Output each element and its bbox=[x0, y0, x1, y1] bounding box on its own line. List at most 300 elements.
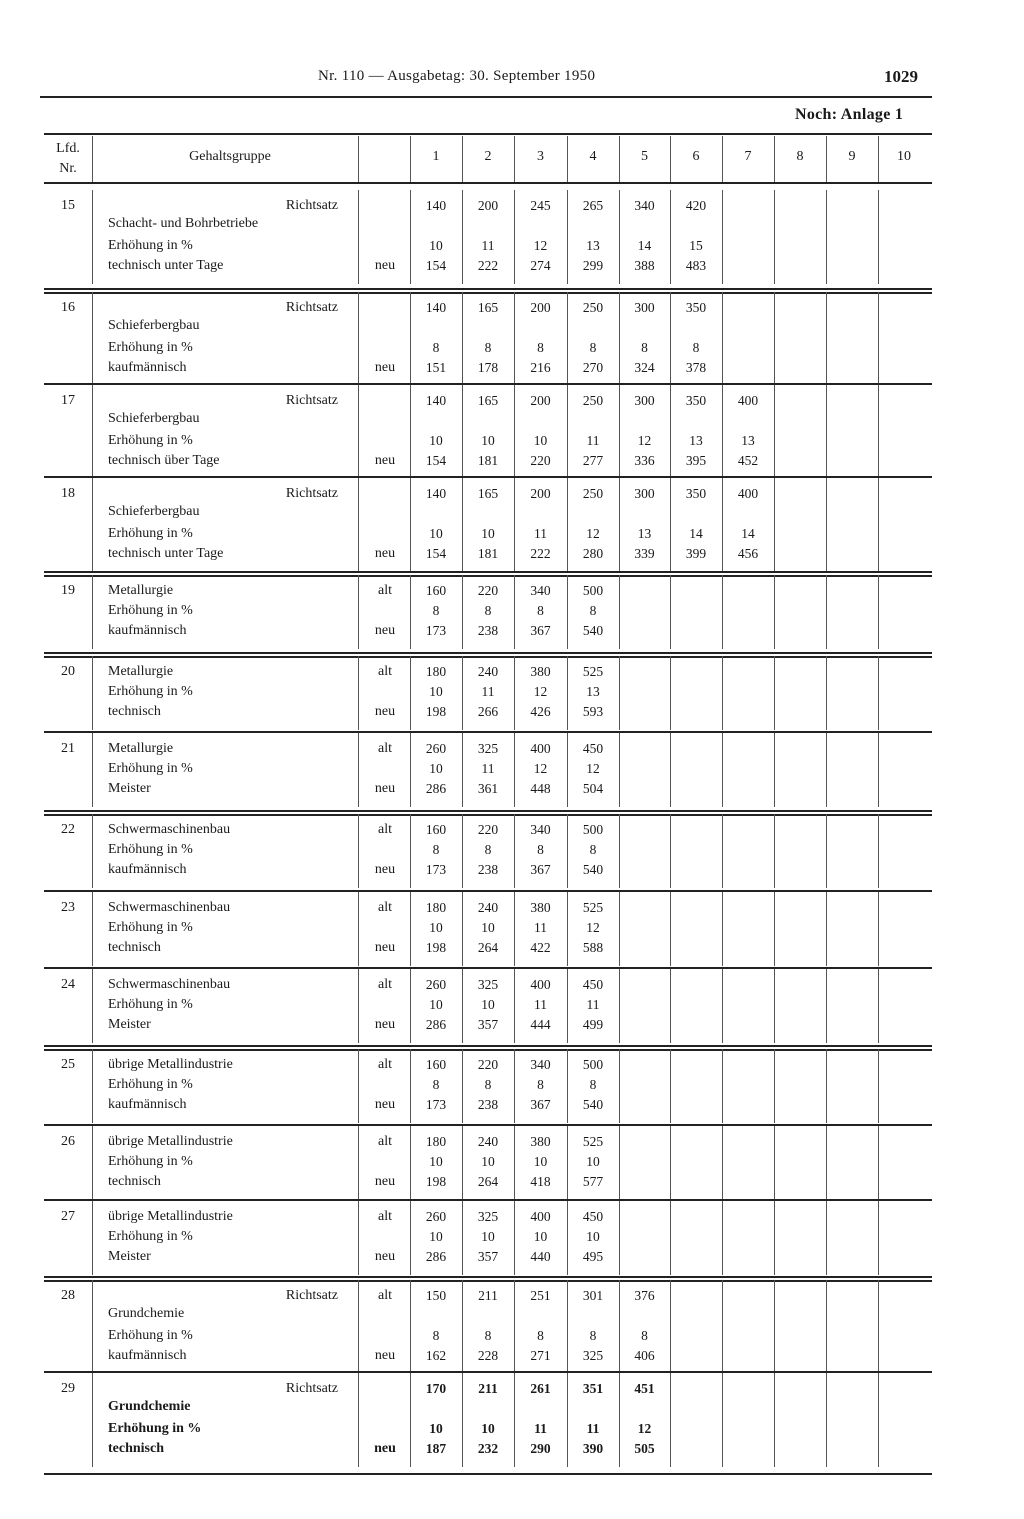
table-cell: 399 bbox=[685, 546, 707, 561]
header-gehaltsgruppe: Gehaltsgruppe bbox=[189, 149, 271, 164]
table-cell: 14 bbox=[689, 526, 703, 541]
column-divider bbox=[878, 969, 879, 1043]
table-cell: 340 bbox=[530, 1057, 551, 1072]
group-label-line: technisch unter Tage bbox=[108, 258, 224, 273]
header-col-4: 4 bbox=[589, 149, 597, 164]
table-cell: 426 bbox=[530, 704, 551, 719]
column-divider bbox=[514, 814, 515, 888]
column-divider bbox=[462, 1049, 463, 1123]
column-divider bbox=[619, 1126, 620, 1200]
table-cell: 211 bbox=[478, 1288, 498, 1303]
column-divider bbox=[567, 1280, 568, 1374]
table-cell: 340 bbox=[634, 198, 655, 213]
group-separator-double bbox=[44, 810, 932, 812]
column-divider bbox=[670, 1201, 671, 1275]
group-label-line: technisch unter Tage bbox=[108, 546, 224, 561]
table-cell: 8 bbox=[589, 340, 597, 355]
table-cell: 10 bbox=[481, 1154, 495, 1169]
header-lfd: Lfd. bbox=[56, 141, 80, 156]
table-cell: 351 bbox=[582, 1381, 604, 1396]
table-cell: 11 bbox=[534, 1421, 547, 1436]
column-divider bbox=[878, 190, 879, 284]
table-cell: 140 bbox=[425, 198, 447, 213]
table-cell: 150 bbox=[425, 1288, 447, 1303]
column-divider bbox=[358, 1049, 359, 1123]
table-cell: 220 bbox=[477, 583, 499, 598]
table-cell: 350 bbox=[685, 300, 707, 315]
group-label-line: technisch bbox=[108, 1174, 161, 1189]
table-cell: 11 bbox=[481, 761, 495, 776]
table-cell: 577 bbox=[582, 1174, 604, 1189]
row-tag-alt: alt bbox=[378, 741, 392, 756]
table-cell: 11 bbox=[586, 433, 600, 448]
column-divider bbox=[567, 1049, 568, 1123]
table-cell: 165 bbox=[477, 300, 499, 315]
column-divider bbox=[722, 814, 723, 888]
table-cell: 361 bbox=[477, 781, 499, 796]
table-cell: 260 bbox=[425, 1209, 447, 1224]
column-divider bbox=[358, 385, 359, 479]
table-cell: 452 bbox=[737, 453, 759, 468]
table-cell: 380 bbox=[530, 1134, 551, 1149]
header-col-divider bbox=[619, 136, 620, 182]
column-divider bbox=[826, 292, 827, 386]
table-cell: 8 bbox=[484, 1077, 492, 1092]
table-cell: 12 bbox=[586, 761, 600, 776]
group-label-line: kaufmännisch bbox=[108, 623, 187, 638]
table-cell: 8 bbox=[432, 1077, 440, 1092]
row-tag-neu: neu bbox=[374, 1441, 396, 1456]
table-cell: 8 bbox=[537, 340, 544, 355]
header-col-divider bbox=[722, 136, 723, 182]
table-cell: 299 bbox=[582, 258, 604, 273]
header-col-divider bbox=[670, 136, 671, 182]
column-divider bbox=[567, 733, 568, 807]
column-divider bbox=[774, 892, 775, 966]
table-cell: 420 bbox=[685, 198, 707, 213]
table-cell: 525 bbox=[582, 664, 604, 679]
table-cell: 357 bbox=[477, 1249, 499, 1264]
table-cell: 8 bbox=[484, 603, 492, 618]
table-cell: 8 bbox=[589, 1077, 597, 1092]
table-cell: 250 bbox=[582, 393, 604, 408]
table-cell: 11 bbox=[481, 238, 495, 253]
group-label-line: Erhöhung in % bbox=[108, 761, 193, 776]
table-cell: 357 bbox=[477, 1017, 499, 1032]
column-divider bbox=[462, 190, 463, 284]
row-tag-neu: neu bbox=[374, 453, 396, 468]
table-cell: 450 bbox=[582, 977, 604, 992]
header-col-8: 8 bbox=[796, 149, 804, 164]
table-cell: 180 bbox=[425, 1134, 447, 1149]
column-divider bbox=[826, 575, 827, 649]
table-cell: 238 bbox=[477, 623, 499, 638]
column-divider bbox=[514, 1126, 515, 1200]
column-divider bbox=[514, 1280, 515, 1374]
column-divider bbox=[514, 292, 515, 386]
table-cell: 170 bbox=[425, 1381, 447, 1396]
table-cell: 245 bbox=[530, 198, 551, 213]
table-cell: 10 bbox=[481, 526, 495, 541]
header-col-divider bbox=[567, 136, 568, 182]
table-cell: 367 bbox=[530, 623, 551, 638]
table-cell: 15 bbox=[689, 238, 703, 253]
page-number: 1029 bbox=[884, 67, 918, 86]
table-cell: 325 bbox=[477, 741, 499, 756]
header-col-divider bbox=[826, 136, 827, 182]
table-cell: 499 bbox=[582, 1017, 604, 1032]
column-divider bbox=[619, 478, 620, 572]
group-separator-double bbox=[44, 1049, 932, 1051]
table-cell: 300 bbox=[634, 300, 655, 315]
group-separator bbox=[44, 731, 932, 733]
column-divider bbox=[514, 733, 515, 807]
table-cell: 10 bbox=[586, 1154, 600, 1169]
column-divider bbox=[567, 1126, 568, 1200]
column-divider bbox=[826, 969, 827, 1043]
column-divider bbox=[92, 575, 93, 649]
group-separator bbox=[44, 1124, 932, 1126]
table-cell: 13 bbox=[586, 684, 600, 699]
column-divider bbox=[92, 292, 93, 386]
column-divider bbox=[514, 656, 515, 730]
row-number: 20 bbox=[61, 664, 75, 679]
column-divider bbox=[462, 1201, 463, 1275]
table-cell: 390 bbox=[582, 1441, 604, 1456]
column-divider bbox=[722, 1280, 723, 1374]
richtsatz-label: Richtsatz bbox=[285, 1288, 338, 1303]
column-divider bbox=[567, 1373, 568, 1467]
table-cell: 11 bbox=[586, 1421, 600, 1436]
row-number: 26 bbox=[61, 1134, 75, 1149]
group-label-line: Erhöhung in % bbox=[108, 842, 193, 857]
group-separator-double bbox=[44, 1276, 932, 1278]
table-cell: 8 bbox=[537, 603, 544, 618]
column-divider bbox=[878, 1126, 879, 1200]
column-divider bbox=[722, 190, 723, 284]
header-col-divider bbox=[358, 136, 359, 182]
group-label-line: Erhöhung in % bbox=[108, 920, 193, 935]
table-cell: 350 bbox=[685, 486, 707, 501]
header-bottom-rule bbox=[44, 182, 932, 184]
row-tag-alt: alt bbox=[378, 900, 392, 915]
column-divider bbox=[774, 385, 775, 479]
header-col-9: 9 bbox=[848, 149, 856, 164]
table-cell: 10 bbox=[533, 1229, 548, 1244]
column-divider bbox=[619, 385, 620, 479]
row-number: 25 bbox=[61, 1057, 75, 1072]
group-label-line: übrige Metallindustrie bbox=[108, 1134, 233, 1149]
column-divider bbox=[410, 575, 411, 649]
table-cell: 300 bbox=[634, 393, 655, 408]
column-divider bbox=[567, 656, 568, 730]
group-label-line: technisch bbox=[108, 1441, 164, 1456]
table-cell: 286 bbox=[425, 1249, 447, 1264]
table-cell: 376 bbox=[634, 1288, 655, 1303]
table-cell: 228 bbox=[477, 1348, 499, 1363]
column-divider bbox=[619, 892, 620, 966]
table-cell: 260 bbox=[425, 977, 447, 992]
group-label-line: Grundchemie bbox=[108, 1399, 191, 1414]
group-separator bbox=[44, 1371, 932, 1373]
group-separator-double bbox=[44, 575, 932, 577]
table-cell: 10 bbox=[533, 1154, 548, 1169]
column-divider bbox=[410, 190, 411, 284]
column-divider bbox=[670, 733, 671, 807]
group-separator-double bbox=[44, 571, 932, 573]
row-number: 24 bbox=[61, 977, 75, 992]
table-cell: 8 bbox=[484, 842, 492, 857]
header-col-10: 10 bbox=[897, 149, 911, 164]
group-label-line: Grundchemie bbox=[108, 1306, 185, 1321]
row-number: 23 bbox=[61, 900, 75, 915]
table-cell: 8 bbox=[432, 603, 440, 618]
column-divider bbox=[567, 478, 568, 572]
column-divider bbox=[878, 1049, 879, 1123]
column-divider bbox=[410, 1049, 411, 1123]
table-cell: 12 bbox=[637, 433, 652, 448]
table-cell: 450 bbox=[582, 741, 604, 756]
table-cell: 422 bbox=[530, 940, 551, 955]
group-label-line: Erhöhung in % bbox=[108, 603, 193, 618]
group-label-line: übrige Metallindustrie bbox=[108, 1057, 233, 1072]
table-cell: 406 bbox=[634, 1348, 655, 1363]
table-cell: 8 bbox=[432, 340, 440, 355]
column-divider bbox=[774, 814, 775, 888]
column-divider bbox=[358, 892, 359, 966]
table-cell: 450 bbox=[582, 1209, 604, 1224]
group-label-line: technisch bbox=[108, 940, 161, 955]
column-divider bbox=[670, 892, 671, 966]
row-number: 29 bbox=[61, 1381, 75, 1396]
column-divider bbox=[619, 814, 620, 888]
table-cell: 504 bbox=[582, 781, 604, 796]
table-cell: 200 bbox=[477, 198, 499, 213]
column-divider bbox=[722, 385, 723, 479]
group-label-line: Schwermaschinenbau bbox=[108, 977, 231, 992]
table-cell: 251 bbox=[530, 1288, 551, 1303]
column-divider bbox=[92, 814, 93, 888]
column-divider bbox=[410, 1201, 411, 1275]
table-cell: 13 bbox=[741, 433, 755, 448]
table-cell: 350 bbox=[685, 393, 707, 408]
column-divider bbox=[670, 575, 671, 649]
column-divider bbox=[774, 1201, 775, 1275]
table-cell: 211 bbox=[478, 1381, 498, 1396]
row-tag-neu: neu bbox=[374, 623, 396, 638]
group-separator bbox=[44, 1473, 932, 1475]
column-divider bbox=[92, 1049, 93, 1123]
column-divider bbox=[774, 733, 775, 807]
column-divider bbox=[878, 656, 879, 730]
column-divider bbox=[358, 969, 359, 1043]
table-cell: 300 bbox=[634, 486, 655, 501]
column-divider bbox=[358, 478, 359, 572]
column-divider bbox=[358, 575, 359, 649]
table-cell: 540 bbox=[582, 862, 604, 877]
row-tag-neu: neu bbox=[374, 862, 396, 877]
group-label-line: Erhöhung in % bbox=[108, 1421, 202, 1436]
header-col-divider bbox=[774, 136, 775, 182]
table-cell: 593 bbox=[582, 704, 604, 719]
table-cell: 10 bbox=[429, 997, 443, 1012]
column-divider bbox=[567, 892, 568, 966]
header-col-2: 2 bbox=[484, 149, 492, 164]
table-cell: 325 bbox=[582, 1348, 604, 1363]
table-cell: 154 bbox=[425, 453, 447, 468]
group-label-line: Schacht- und Bohrbetriebe bbox=[108, 216, 259, 231]
column-divider bbox=[722, 1049, 723, 1123]
table-cell: 200 bbox=[530, 486, 551, 501]
row-tag-neu: neu bbox=[374, 258, 396, 273]
group-separator-double bbox=[44, 652, 932, 654]
column-divider bbox=[410, 814, 411, 888]
row-number: 22 bbox=[61, 822, 75, 837]
table-cell: 271 bbox=[530, 1348, 551, 1363]
column-divider bbox=[722, 575, 723, 649]
table-cell: 240 bbox=[477, 664, 499, 679]
group-label-line: Erhöhung in % bbox=[108, 433, 193, 448]
group-label-line: Metallurgie bbox=[108, 741, 174, 756]
table-cell: 525 bbox=[582, 900, 604, 915]
issue-line: Nr. 110 — Ausgabetag: 30. September 1950 bbox=[318, 68, 596, 84]
column-divider bbox=[358, 1201, 359, 1275]
row-number: 21 bbox=[61, 741, 75, 756]
table-top-rule bbox=[44, 133, 932, 135]
table-cell: 380 bbox=[530, 900, 551, 915]
column-divider bbox=[514, 190, 515, 284]
column-divider bbox=[514, 478, 515, 572]
table-cell: 12 bbox=[533, 238, 548, 253]
group-separator bbox=[44, 890, 932, 892]
column-divider bbox=[670, 656, 671, 730]
table-cell: 140 bbox=[425, 393, 447, 408]
table-cell: 181 bbox=[477, 453, 499, 468]
column-divider bbox=[722, 1126, 723, 1200]
group-label-line: kaufmännisch bbox=[108, 1097, 187, 1112]
table-cell: 336 bbox=[634, 453, 655, 468]
table-cell: 162 bbox=[425, 1348, 447, 1363]
table-cell: 222 bbox=[530, 546, 551, 561]
group-label-line: technisch über Tage bbox=[108, 453, 220, 468]
column-divider bbox=[567, 575, 568, 649]
column-divider bbox=[774, 969, 775, 1043]
column-divider bbox=[619, 1049, 620, 1123]
group-label-line: Schwermaschinenbau bbox=[108, 822, 231, 837]
table-cell: 181 bbox=[477, 546, 499, 561]
column-divider bbox=[826, 733, 827, 807]
column-divider bbox=[619, 1373, 620, 1467]
column-divider bbox=[722, 1201, 723, 1275]
table-cell: 187 bbox=[425, 1441, 447, 1456]
column-divider bbox=[462, 733, 463, 807]
table-cell: 8 bbox=[432, 842, 440, 857]
header-col-divider bbox=[878, 136, 879, 182]
table-cell: 286 bbox=[425, 781, 447, 796]
column-divider bbox=[619, 969, 620, 1043]
column-divider bbox=[462, 969, 463, 1043]
column-divider bbox=[514, 1201, 515, 1275]
table-cell: 10 bbox=[481, 997, 495, 1012]
table-cell: 500 bbox=[582, 583, 604, 598]
header-col-divider bbox=[410, 136, 411, 182]
column-divider bbox=[567, 190, 568, 284]
table-cell: 11 bbox=[481, 684, 495, 699]
table-cell: 14 bbox=[741, 526, 755, 541]
row-tag-alt: alt bbox=[378, 1288, 392, 1303]
table-cell: 8 bbox=[432, 1328, 440, 1343]
column-divider bbox=[462, 656, 463, 730]
column-divider bbox=[358, 1373, 359, 1467]
column-divider bbox=[358, 1126, 359, 1200]
column-divider bbox=[722, 292, 723, 386]
group-label-line: Erhöhung in % bbox=[108, 684, 193, 699]
table-cell: 380 bbox=[530, 664, 551, 679]
column-divider bbox=[826, 1280, 827, 1374]
column-divider bbox=[410, 1280, 411, 1374]
table-cell: 160 bbox=[425, 822, 447, 837]
column-divider bbox=[92, 733, 93, 807]
table-cell: 198 bbox=[425, 1174, 447, 1189]
column-divider bbox=[774, 1280, 775, 1374]
column-divider bbox=[358, 814, 359, 888]
table-cell: 8 bbox=[589, 842, 597, 857]
table-cell: 10 bbox=[429, 920, 443, 935]
table-cell: 238 bbox=[477, 1097, 499, 1112]
table-cell: 10 bbox=[481, 433, 495, 448]
table-cell: 154 bbox=[425, 546, 447, 561]
table-cell: 200 bbox=[530, 300, 551, 315]
row-tag-alt: alt bbox=[378, 1057, 392, 1072]
table-cell: 265 bbox=[582, 198, 604, 213]
group-label-line: kaufmännisch bbox=[108, 862, 187, 877]
column-divider bbox=[410, 478, 411, 572]
table-cell: 400 bbox=[737, 486, 759, 501]
column-divider bbox=[462, 814, 463, 888]
column-divider bbox=[92, 656, 93, 730]
column-divider bbox=[619, 1201, 620, 1275]
table-cell: 198 bbox=[425, 940, 447, 955]
header-rule bbox=[40, 96, 932, 98]
column-divider bbox=[878, 575, 879, 649]
table-cell: 10 bbox=[481, 1229, 495, 1244]
header-col-7: 7 bbox=[744, 149, 752, 164]
column-divider bbox=[722, 733, 723, 807]
group-separator-double bbox=[44, 1280, 932, 1282]
column-divider bbox=[670, 814, 671, 888]
column-divider bbox=[826, 1049, 827, 1123]
column-divider bbox=[410, 656, 411, 730]
column-divider bbox=[826, 1201, 827, 1275]
column-divider bbox=[410, 292, 411, 386]
header-col-1: 1 bbox=[432, 149, 440, 164]
row-number: 15 bbox=[61, 198, 75, 213]
table-cell: 250 bbox=[582, 486, 604, 501]
table-cell: 11 bbox=[534, 526, 547, 541]
table-cell: 12 bbox=[533, 761, 548, 776]
row-tag-alt: alt bbox=[378, 977, 392, 992]
column-divider bbox=[774, 1126, 775, 1200]
column-divider bbox=[826, 892, 827, 966]
column-divider bbox=[774, 1049, 775, 1123]
column-divider bbox=[826, 656, 827, 730]
table-cell: 238 bbox=[477, 862, 499, 877]
table-cell: 378 bbox=[685, 360, 707, 375]
table-cell: 173 bbox=[425, 1097, 447, 1112]
table-cell: 8 bbox=[641, 340, 648, 355]
group-separator bbox=[44, 967, 932, 969]
row-tag-neu: neu bbox=[374, 940, 396, 955]
